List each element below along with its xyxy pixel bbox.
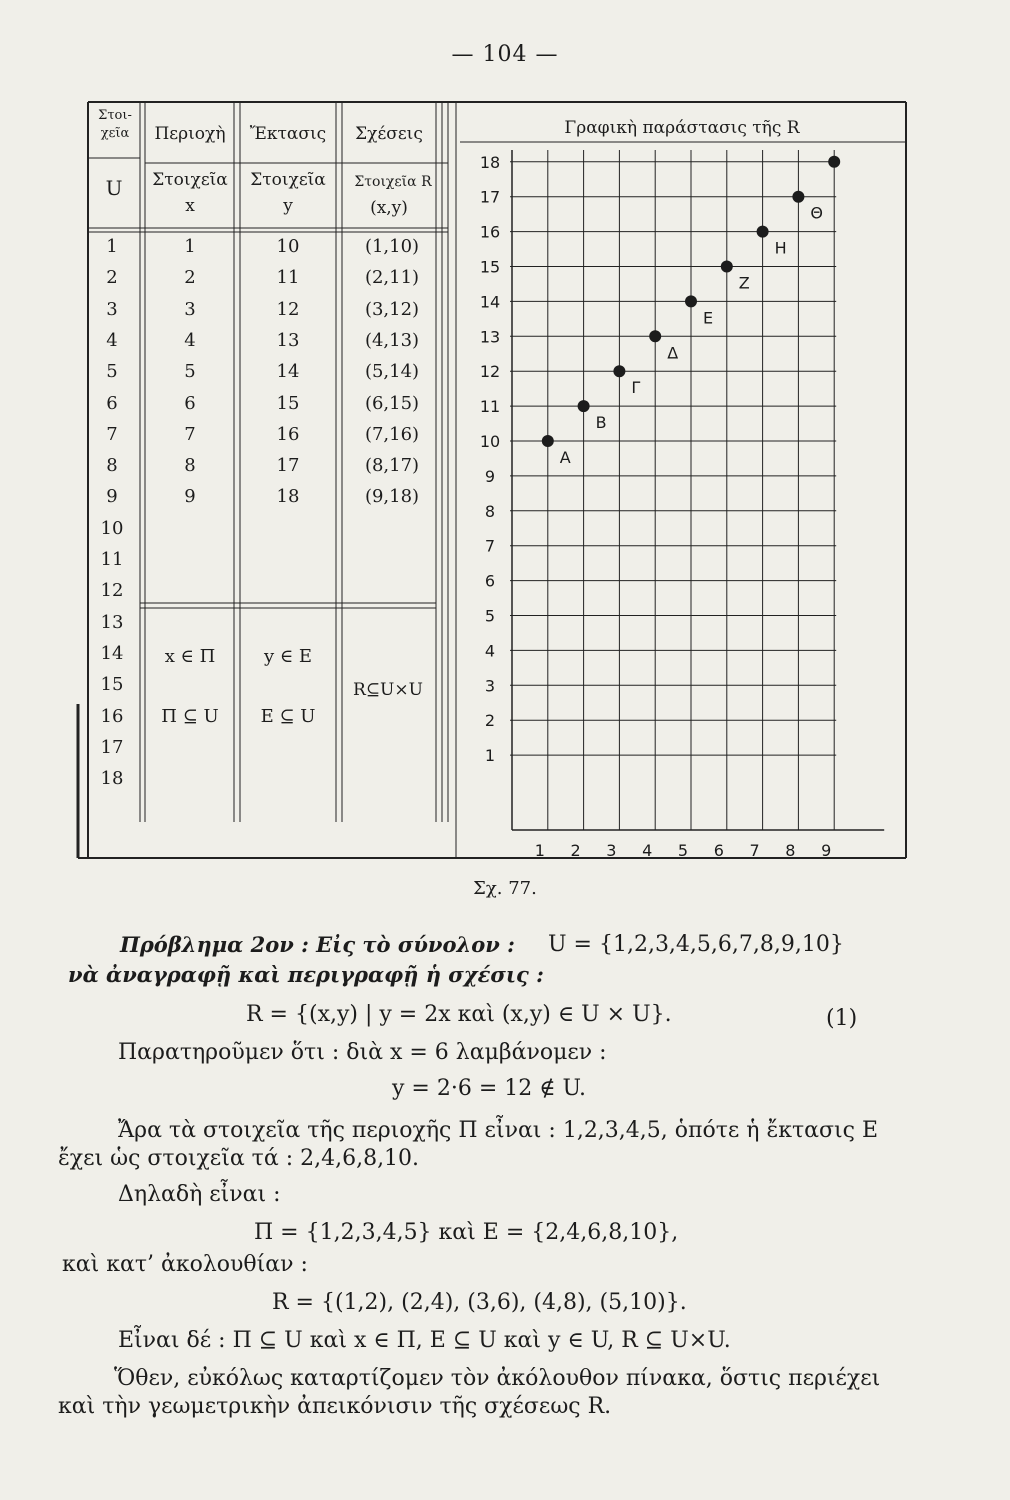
y-tick-label: 11 — [479, 397, 501, 417]
y-tick-label: 15 — [479, 257, 501, 277]
text-line-5: Ἄρα τὰ στοιχεῖα τῆς περιοχῆς Π εἶναι : 1,2,3,4,5, ὁπότε ἡ ἔκτασις E — [118, 1118, 879, 1143]
membership-x: x ∈ Π — [164, 646, 216, 667]
pair-value: (7,16) — [364, 423, 420, 445]
x-tick-label: 7 — [749, 841, 760, 860]
pair-value: (6,15) — [364, 392, 420, 414]
y-value: 11 — [276, 267, 300, 289]
y-value: 14 — [276, 361, 300, 383]
u-value: 15 — [100, 674, 124, 696]
relation-subset: R⊆U×U — [353, 680, 423, 700]
data-point — [542, 435, 554, 447]
point-label: Z — [738, 273, 750, 293]
x-value: 6 — [184, 392, 196, 414]
data-point — [828, 156, 840, 168]
x-value: 3 — [184, 298, 196, 320]
text-line-11: Εἶναι δέ : Π ⊆ U καὶ x ∈ Π, E ⊆ U καὶ y ∈ U, R ⊆ U×U. — [118, 1328, 731, 1353]
text-line-7: Δηλαδὴ εἶναι : — [118, 1182, 281, 1207]
header-relations: Σχέσεις — [355, 124, 423, 144]
problem-heading: Πρόβλημα 2ον : Εἰς τὸ σύνολον : — [120, 932, 515, 957]
text-line-9: καὶ κατ’ ἀκολουθίαν : — [62, 1252, 308, 1277]
subset-x: Π ⊆ U — [161, 706, 219, 727]
x-value: 4 — [184, 329, 196, 351]
relation-graph — [460, 150, 906, 860]
pair-value: (5,14) — [364, 361, 420, 383]
u-value: 4 — [106, 329, 118, 351]
subset-y: E ⊆ U — [260, 706, 316, 727]
x-value: 9 — [184, 486, 196, 508]
subheader-pair-b: (x,y) — [370, 198, 408, 218]
data-point — [578, 400, 590, 412]
x-tick-label: 9 — [821, 841, 832, 860]
u-value: 3 — [106, 298, 118, 320]
text-line-3: Παρατηροῦμεν ὅτι : διὰ x = 6 λαμβάνομεν : — [118, 1040, 607, 1065]
pair-value: (8,17) — [364, 455, 420, 477]
x-tick-label: 5 — [677, 841, 689, 860]
u-value: 17 — [100, 736, 124, 758]
y-tick-label: 1 — [484, 746, 496, 766]
y-value: 15 — [276, 392, 300, 414]
point-label: H — [774, 238, 787, 258]
subheader-x-a: Στοιχεῖα — [152, 170, 228, 190]
formula-1-number: (1) — [826, 1006, 858, 1031]
membership-y: y ∈ E — [263, 646, 313, 667]
u-value: 14 — [100, 642, 124, 664]
y-tick-label: 4 — [484, 641, 496, 661]
x-tick-label: 6 — [713, 841, 724, 860]
text-line-13: καὶ τὴν γεωμετρικὴν ἀπεικόνισιν τῆς σχέσεως R. — [58, 1394, 612, 1419]
y-value: 18 — [276, 486, 300, 508]
y-tick-label: 17 — [479, 187, 501, 207]
figure-caption: Σχ. 77. — [473, 878, 537, 899]
data-point — [613, 365, 625, 377]
subheader-u: U — [105, 176, 123, 200]
subheader-y-b: y — [283, 196, 293, 216]
x-tick-label: 1 — [534, 841, 545, 860]
u-value: 1 — [106, 236, 118, 257]
u-value: 6 — [106, 392, 118, 414]
data-point — [721, 261, 733, 273]
text-line-12: Ὅθεν, εὐκόλως καταρτίζομεν τὸν ἀκόλουθον πίνακα, ὅστις περιέχει — [114, 1366, 881, 1391]
header-domain: Περιοχὴ — [154, 124, 226, 144]
formula-1: R = {(x,y) | y = 2x καὶ (x,y) ∈ U × U}. — [246, 1002, 672, 1027]
x-value: 5 — [184, 361, 196, 383]
y-value: 17 — [276, 455, 300, 477]
point-label: Δ — [667, 343, 679, 363]
x-tick-label: 8 — [785, 841, 796, 860]
y-tick-label: 10 — [479, 432, 501, 451]
point-label: A — [559, 448, 571, 467]
page-number: — 104 — — [451, 42, 559, 67]
x-tick-label: 4 — [642, 841, 653, 860]
y-value: 16 — [276, 423, 300, 445]
y-value: 10 — [276, 236, 300, 257]
pair-value: (2,11) — [364, 267, 420, 289]
u-value: 16 — [100, 705, 124, 727]
y-value: 12 — [276, 298, 300, 320]
point-label: E — [703, 308, 714, 328]
y-tick-label: 3 — [484, 676, 496, 696]
point-label: Γ — [631, 378, 641, 398]
y-value: 13 — [276, 329, 300, 351]
x-value: 1 — [184, 236, 196, 257]
u-value: 13 — [100, 611, 124, 633]
y-tick-label: 18 — [479, 152, 501, 172]
problem-heading-2: νὰ ἀναγραφῇ καὶ περιγραφῇ ἡ σχέσις : — [68, 962, 544, 987]
u-value: 5 — [106, 361, 118, 383]
point-label: B — [595, 413, 607, 433]
u-value: 11 — [100, 549, 124, 570]
u-value: 9 — [106, 486, 118, 508]
u-value: 18 — [100, 768, 124, 790]
data-point — [649, 330, 661, 342]
pair-value: (3,12) — [364, 298, 420, 320]
data-point — [757, 226, 769, 238]
x-tick-label: 3 — [606, 841, 617, 860]
graph-title: Γραφικὴ παράστασις τῆς R — [564, 118, 800, 138]
y-tick-label: 8 — [484, 501, 496, 521]
x-value: 8 — [184, 455, 196, 477]
text-line-6: ἔχει ὡς στοιχεῖα τά : 2,4,6,8,10. — [58, 1146, 420, 1171]
point-label: Θ — [810, 203, 823, 223]
header-range: Ἔκτασις — [249, 124, 327, 144]
set-u: U = {1,2,3,4,5,6,7,8,9,10} — [548, 932, 844, 957]
y-tick-label: 16 — [479, 222, 501, 242]
subheader-x-b: x — [185, 196, 195, 216]
y-tick-label: 7 — [484, 536, 496, 556]
y-tick-label: 12 — [479, 362, 501, 382]
x-value: 2 — [184, 267, 196, 289]
u-value: 8 — [106, 455, 118, 477]
y-tick-label: 9 — [484, 466, 496, 486]
header-elements-b: χεῖα — [100, 126, 130, 141]
y-tick-label: 2 — [484, 711, 496, 731]
data-point — [792, 191, 804, 203]
y-tick-label: 5 — [484, 606, 496, 626]
header-elements-a: Στοι- — [98, 108, 132, 123]
pair-value: (1,10) — [364, 236, 420, 257]
y-tick-label: 14 — [479, 292, 501, 312]
text-line-10: R = {(1,2), (2,4), (3,6), (4,8), (5,10)}. — [272, 1290, 687, 1315]
pair-value: (9,18) — [364, 486, 420, 508]
y-tick-label: 13 — [479, 327, 501, 347]
u-value: 12 — [100, 580, 124, 602]
u-value: 2 — [106, 267, 118, 289]
y-tick-label: 6 — [484, 571, 496, 591]
data-point — [685, 295, 697, 307]
text-line-4: y = 2·6 = 12 ∉ U. — [392, 1076, 587, 1101]
x-value: 7 — [184, 423, 196, 445]
u-value: 10 — [100, 517, 124, 539]
pair-value: (4,13) — [364, 329, 420, 351]
u-value: 7 — [106, 423, 118, 445]
subheader-y-a: Στοιχεῖα — [250, 170, 326, 190]
subheader-pair-a: Στοιχεῖα R — [354, 174, 432, 190]
text-line-8: Π = {1,2,3,4,5} καὶ E = {2,4,6,8,10}, — [254, 1220, 679, 1245]
x-tick-label: 2 — [570, 841, 581, 860]
